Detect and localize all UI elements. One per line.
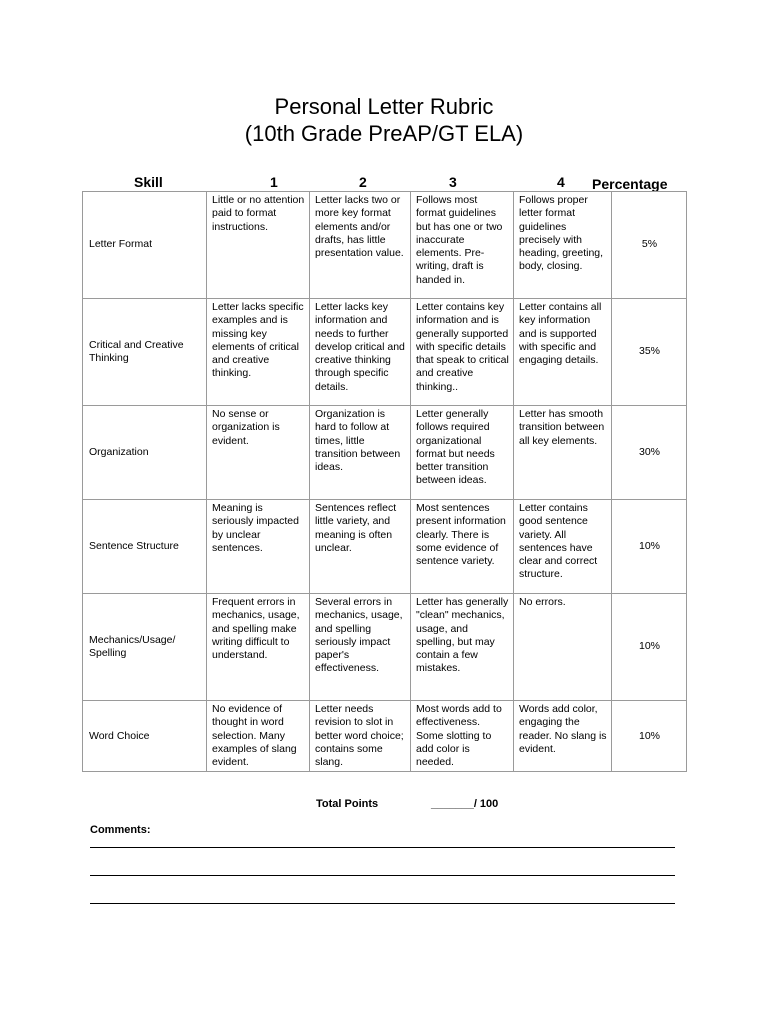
skill-name: Mechanics/Usage/ Spelling [83, 594, 207, 701]
level-1-descriptor: Little or no attention paid to format instructions. [207, 192, 310, 299]
rubric-row-organization [83, 406, 687, 500]
rubric-row-word-choice [83, 701, 687, 772]
column-header-level-2: 2 [359, 174, 367, 190]
level-3-descriptor: Letter has generally "clean" mechanics, usage, and spelling, but may contain a few mistakes. [411, 594, 514, 701]
skill-percentage: 35% [612, 299, 687, 406]
column-header-skill: Skill [134, 174, 163, 190]
rubric-row-critical-creative-thinking [83, 299, 687, 406]
rubric-row-sentence-structure [83, 500, 687, 594]
level-3-descriptor: Follows most format guidelines but has one or two inaccurate elements. Pre-writing, draft is handed in. [411, 192, 514, 299]
level-4-descriptor: Words add color, engaging the reader. No slang is evident. [514, 701, 612, 772]
level-2-descriptor: Letter lacks two or more key format elements and/or drafts, has little presentation value. [310, 192, 411, 299]
level-2-descriptor: Organization is hard to follow at times, little transition between ideas. [310, 406, 411, 500]
skill-percentage: 10% [612, 701, 687, 772]
level-3-descriptor: Letter generally follows required organizational format but needs better transition between ideas. [411, 406, 514, 500]
comment-line [90, 847, 675, 848]
level-4-descriptor: Follows proper letter format guidelines precisely with heading, greeting, body, closing. [514, 192, 612, 299]
column-header-percentage: Percentage [592, 176, 668, 192]
skill-name: Sentence Structure [83, 500, 207, 594]
level-4-descriptor: No errors. [514, 594, 612, 701]
level-1-descriptor: Letter lacks specific examples and is missing key elements of critical and creative thinking. [207, 299, 310, 406]
column-header-level-3: 3 [449, 174, 457, 190]
document-subtitle: (10th Grade PreAP/GT ELA) [244, 121, 524, 146]
level-4-descriptor: Letter contains good sentence variety. All sentences have clear and correct structure. [514, 500, 612, 594]
level-4-descriptor: Letter contains all key information and is supported with specific and engaging details. [514, 299, 612, 406]
level-4-descriptor: Letter has smooth transition between all key elements. [514, 406, 612, 500]
skill-name: Letter Format [83, 192, 207, 299]
skill-name: Critical and Creative Thinking [83, 299, 207, 406]
level-1-descriptor: No sense or organization is evident. [207, 406, 310, 500]
comments-label: Comments: [90, 824, 151, 836]
column-header-level-4: 4 [557, 174, 565, 190]
level-3-descriptor: Most words add to effectiveness. Some slotting to add color is needed. [411, 701, 514, 772]
skill-percentage: 10% [612, 594, 687, 701]
level-2-descriptor: Sentences reflect little variety, and meaning is often unclear. [310, 500, 411, 594]
level-2-descriptor: Several errors in mechanics, usage, and spelling seriously impact paper's effectiveness. [310, 594, 411, 701]
level-2-descriptor: Letter needs revision to slot in better word choice; contains some slang. [310, 701, 411, 772]
level-1-descriptor: Meaning is seriously impacted by unclear sentences. [207, 500, 310, 594]
rubric-row-mechanics-usage-spelling [83, 594, 687, 701]
skill-percentage: 30% [612, 406, 687, 500]
level-3-descriptor: Most sentences present information clearly. There is some evidence of sentence variety. [411, 500, 514, 594]
rubric-row-letter-format [83, 192, 687, 299]
level-1-descriptor: Frequent errors in mechanics, usage, and spelling make writing difficult to understand. [207, 594, 310, 701]
column-header-level-1: 1 [270, 174, 278, 190]
level-1-descriptor: No evidence of thought in word selection. Many examples of slang evident. [207, 701, 310, 772]
document-title: Personal Letter Rubric [274, 94, 494, 119]
skill-percentage: 10% [612, 500, 687, 594]
level-3-descriptor: Letter contains key information and is generally supported with specific details that speak to critical and creative thinking.. [411, 299, 514, 406]
skill-name: Word Choice [83, 701, 207, 772]
total-points-blank: _______/ 100 [431, 798, 499, 810]
comment-line [90, 875, 675, 876]
total-points-label: Total Points [316, 798, 379, 810]
level-2-descriptor: Letter lacks key information and needs to further develop critical and creative thinking through specific details. [310, 299, 411, 406]
skill-percentage: 5% [612, 192, 687, 299]
comment-line [90, 903, 675, 904]
skill-name: Organization [83, 406, 207, 500]
rubric-table [82, 191, 687, 772]
